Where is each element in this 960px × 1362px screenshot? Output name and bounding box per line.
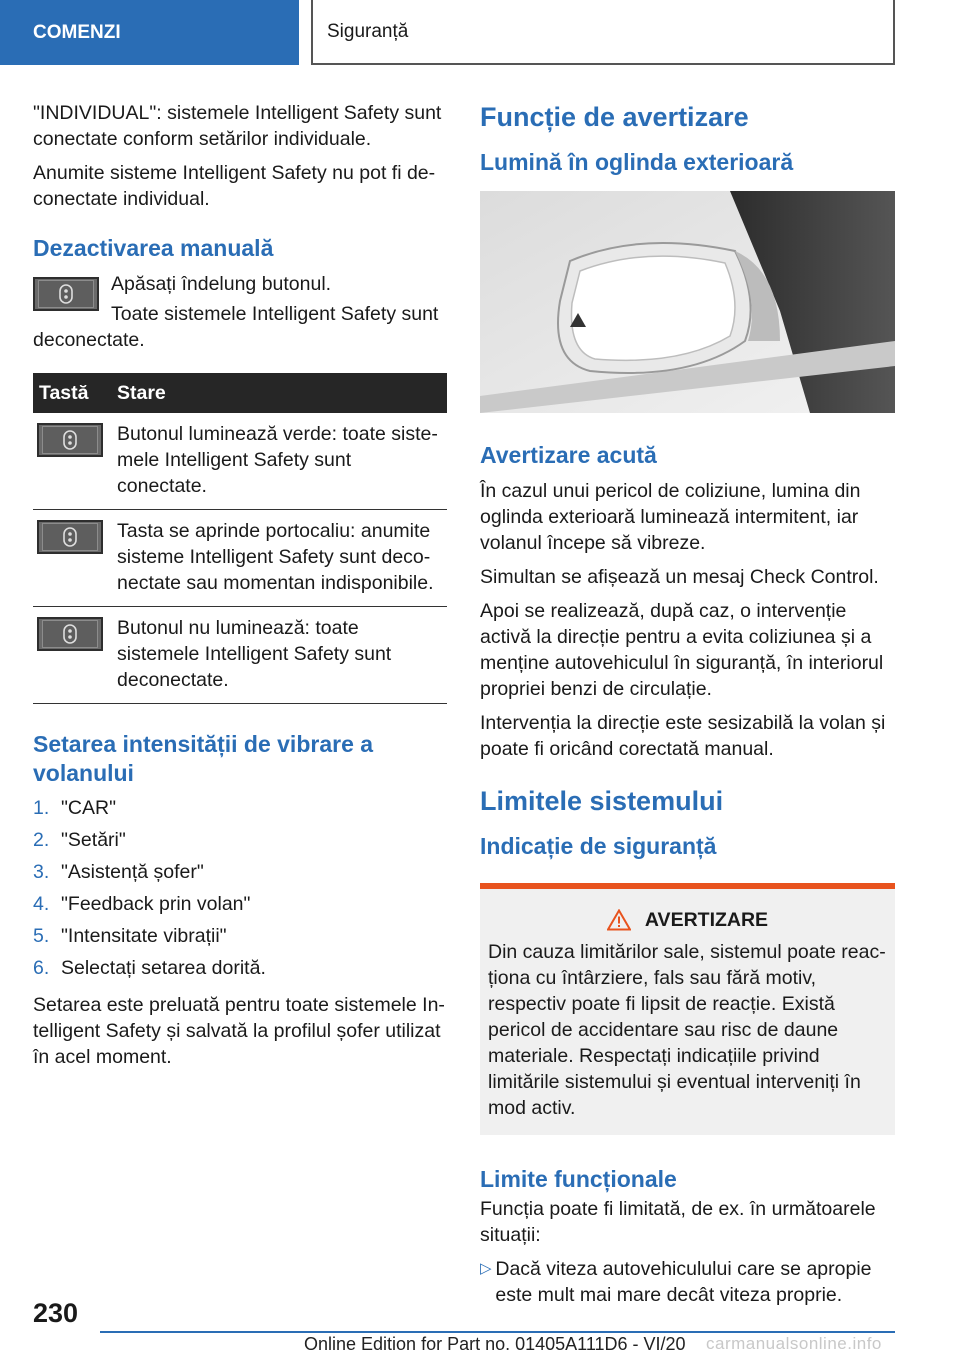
- section-tab: [0, 0, 299, 65]
- page-number: 230: [33, 1298, 79, 1328]
- side-mirror-illustration: [480, 191, 895, 413]
- list-item: 1. "CAR": [33, 797, 117, 819]
- warning-box: [480, 883, 895, 1135]
- intelligent-safety-icon: [63, 527, 77, 547]
- steps-list: [33, 792, 447, 984]
- table-row: [33, 607, 447, 704]
- list-item: 5. "Intensitate vibrații": [33, 925, 227, 947]
- table-header-status: Stare: [111, 373, 447, 413]
- paragraph: Apăsați îndelung butonul.: [111, 273, 332, 295]
- paragraph: Setarea este preluată pentru toate sistemele Intelligent Safety și salvată la profilul șofer utilizat în acel moment.: [33, 994, 445, 1068]
- status-text: Tasta se aprinde portocaliu: anumite sisteme Intelligent Safety sunt deconectate sau momentan indisponibile.: [111, 510, 447, 607]
- button-green-image: [37, 423, 103, 457]
- chapter-tab: [311, 0, 895, 65]
- system-limits-heading: Limitele sistemului: [480, 786, 724, 816]
- chapter-label: Siguranță: [327, 20, 409, 42]
- table-row: [33, 413, 447, 510]
- bullet-triangle-icon: ▷: [480, 1260, 492, 1277]
- intelligent-safety-icon: [63, 624, 77, 644]
- paragraph: Intervenția la direcție este sesizabilă la volan și poate fi oricând corectată manual.: [480, 712, 886, 760]
- list-item: 3. "Asistență șofer": [33, 861, 204, 883]
- list-item: 2. "Setări": [33, 829, 126, 851]
- safety-note-heading: Indicație de siguranță: [480, 833, 717, 859]
- warning-function-heading: Funcție de avertizare: [480, 102, 749, 132]
- list-item: 6. Selectați setarea dorită.: [33, 957, 266, 979]
- right-column: [480, 100, 895, 1308]
- safety-button-image: [33, 277, 99, 311]
- manual-deactivation-heading: Dezactivarea manuală: [33, 235, 274, 261]
- paragraph: Toate sistemele Intelligent Safety sunt deconectate.: [33, 303, 439, 351]
- table-header-key: Tastă: [33, 373, 111, 413]
- intelligent-safety-icon: [59, 284, 73, 304]
- button-orange-image: [37, 520, 103, 554]
- warning-triangle-icon: [607, 909, 631, 931]
- paragraph: În cazul unui pericol de coliziune, lumina din oglinda exterioară luminează intermitent, iar volanul începe să vibreze.: [480, 480, 861, 554]
- paragraph: Funcția poate fi limitată, de ex. în următoarele situații:: [480, 1198, 876, 1246]
- section-label: COMENZI: [33, 21, 121, 43]
- footer-edition: Online Edition for Part no. 01405A111D6 - VI/20: [304, 1334, 686, 1354]
- warning-text: Din cauza limitărilor sale, sistemul poate reacționa cu întârziere, fals sau fără motiv, respectiv poate fi lipsit de reacție. Există pericol de accidentare sau risc de daune materiale. Respectați indicațiile privind limitările sistemului și eventual interveniți în mod activ.: [488, 941, 886, 1119]
- intelligent-safety-icon: [63, 430, 77, 450]
- list-item: ▷ Dacă viteza autovehiculului care se apropie este mult mai mare decât viteza proprie.: [480, 1258, 872, 1306]
- table-row: [33, 510, 447, 607]
- status-text: Butonul nu luminează: toate sistemele Intelligent Safety sunt deconectate.: [111, 607, 447, 704]
- left-column: [33, 100, 447, 1078]
- acute-warning-heading: Avertizare acută: [480, 442, 657, 468]
- functional-limits-heading: Limite funcționale: [480, 1166, 677, 1192]
- mirror-light-heading: Lumină în oglinda exterioară: [480, 149, 794, 175]
- warning-title: AVERTIZARE: [644, 909, 769, 931]
- list-item: 4. "Feedback prin volan": [33, 893, 251, 915]
- paragraph: Anumite sisteme Intelligent Safety nu pot fi deconectate individual.: [33, 162, 436, 210]
- manual-deactivation-block: [33, 271, 447, 353]
- watermark: carmanualsonline.info: [706, 1334, 882, 1353]
- paragraph: "INDIVIDUAL": sistemele Intelligent Safety sunt conectate conform setărilor individuale.: [33, 102, 442, 150]
- button-status-table: [33, 373, 447, 704]
- status-text: Butonul luminează verde: toate sistemele Intelligent Safety sunt conectate.: [111, 413, 447, 510]
- vibration-heading: Setarea intensității de vibrare a volanului: [33, 731, 374, 786]
- paragraph: Simultan se afișează un mesaj Check Control.: [480, 566, 879, 588]
- button-off-image: [37, 617, 103, 651]
- paragraph: Apoi se realizează, după caz, o intervenție activă la direcție pentru a evita coliziunea și a menține autovehiculul în siguranță, în interiorul propriei benzi de circulație.: [480, 600, 884, 700]
